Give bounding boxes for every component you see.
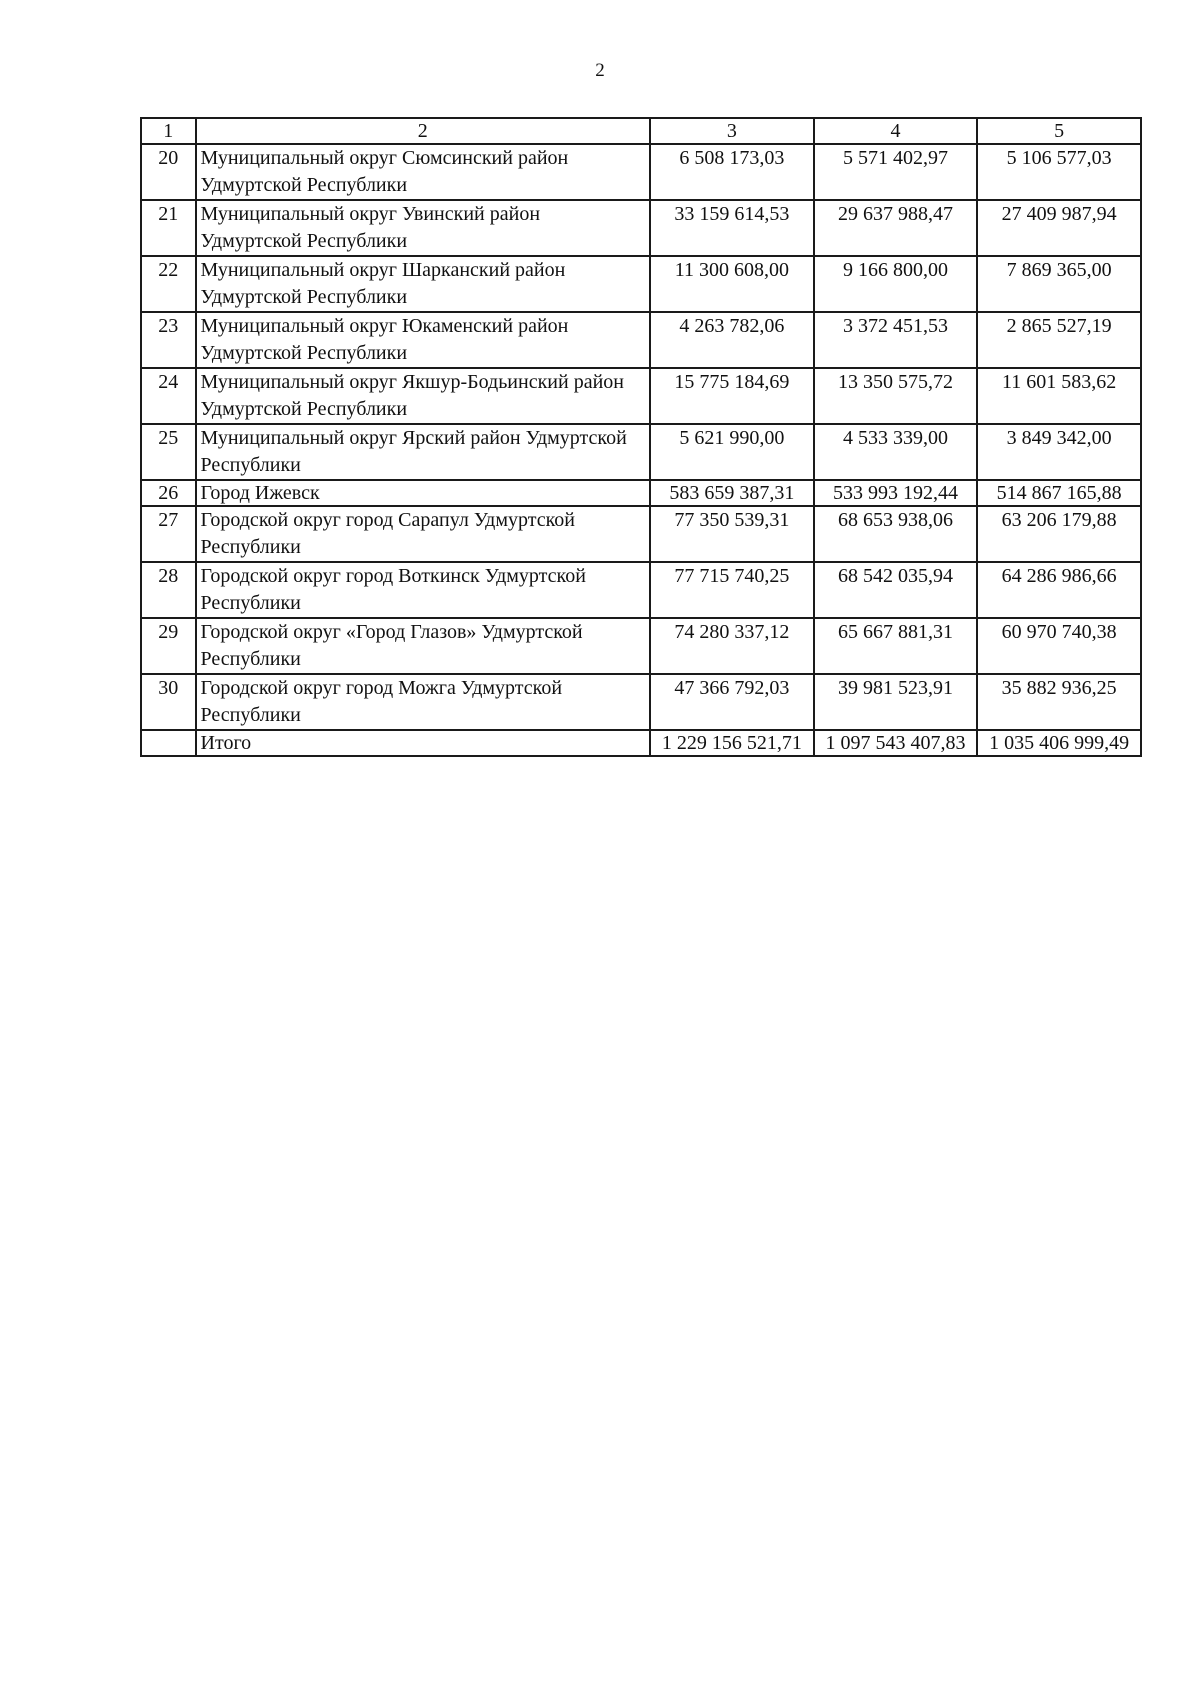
value-col-3: 77 715 740,25 — [650, 562, 814, 618]
municipality-name: Муниципальный округ Шарканский район Удмуртской Республики — [196, 256, 651, 312]
value-col-5: 63 206 179,88 — [977, 506, 1141, 562]
table-row — [141, 256, 1141, 312]
municipality-name: Муниципальный округ Юкаменский район Удмуртской Республики — [196, 312, 651, 368]
value-col-5: 60 970 740,38 — [977, 618, 1141, 674]
value-col-4: 9 166 800,00 — [814, 256, 978, 312]
value-col-3: 583 659 387,31 — [650, 480, 814, 506]
municipality-name: Муниципальный округ Сюмсинский район Удмуртской Республики — [196, 144, 651, 200]
value-col-5: 64 286 986,66 — [977, 562, 1141, 618]
row-number: 22 — [141, 256, 196, 312]
table-row — [141, 618, 1141, 674]
value-col-5: 5 106 577,03 — [977, 144, 1141, 200]
header-col-3: 3 — [650, 118, 814, 144]
value-col-3: 5 621 990,00 — [650, 424, 814, 480]
row-number: 25 — [141, 424, 196, 480]
table-row — [141, 674, 1141, 730]
municipality-name: Муниципальный округ Якшур-Бодьинский район Удмуртской Республики — [196, 368, 651, 424]
value-col-5: 27 409 987,94 — [977, 200, 1141, 256]
row-number: 30 — [141, 674, 196, 730]
value-col-4: 13 350 575,72 — [814, 368, 978, 424]
value-col-5: 514 867 165,88 — [977, 480, 1141, 506]
value-col-3: 74 280 337,12 — [650, 618, 814, 674]
value-col-3: 4 263 782,06 — [650, 312, 814, 368]
value-col-4: 68 653 938,06 — [814, 506, 978, 562]
municipality-name: Городской округ город Сарапул Удмуртской Республики — [196, 506, 651, 562]
value-col-4: 5 571 402,97 — [814, 144, 978, 200]
page-number: 2 — [595, 60, 605, 81]
value-col-4: 4 533 339,00 — [814, 424, 978, 480]
value-col-5: 7 869 365,00 — [977, 256, 1141, 312]
table-row — [141, 312, 1141, 368]
row-number: 29 — [141, 618, 196, 674]
value-col-3: 47 366 792,03 — [650, 674, 814, 730]
row-number: 23 — [141, 312, 196, 368]
value-col-4: 3 372 451,53 — [814, 312, 978, 368]
value-col-4: 68 542 035,94 — [814, 562, 978, 618]
table-header-row — [141, 118, 1141, 144]
value-col-5: 2 865 527,19 — [977, 312, 1141, 368]
total-col-4: 1 097 543 407,83 — [814, 730, 978, 756]
total-row-number — [141, 730, 196, 756]
value-col-4: 29 637 988,47 — [814, 200, 978, 256]
value-col-3: 15 775 184,69 — [650, 368, 814, 424]
value-col-4: 39 981 523,91 — [814, 674, 978, 730]
table-row — [141, 562, 1141, 618]
row-number: 27 — [141, 506, 196, 562]
municipality-name: Городской округ «Город Глазов» Удмуртской Республики — [196, 618, 651, 674]
value-col-3: 6 508 173,03 — [650, 144, 814, 200]
row-number: 26 — [141, 480, 196, 506]
table-row — [141, 200, 1141, 256]
table-row — [141, 144, 1141, 200]
table-row — [141, 480, 1141, 506]
municipality-name: Городской округ город Воткинск Удмуртской Республики — [196, 562, 651, 618]
value-col-3: 11 300 608,00 — [650, 256, 814, 312]
row-number: 24 — [141, 368, 196, 424]
table-row — [141, 424, 1141, 480]
value-col-4: 65 667 881,31 — [814, 618, 978, 674]
budget-table — [140, 117, 1142, 757]
total-col-3: 1 229 156 521,71 — [650, 730, 814, 756]
table-row — [141, 506, 1141, 562]
row-number: 21 — [141, 200, 196, 256]
total-col-5: 1 035 406 999,49 — [977, 730, 1141, 756]
municipality-name: Городской округ город Можга Удмуртской Республики — [196, 674, 651, 730]
value-col-5: 11 601 583,62 — [977, 368, 1141, 424]
row-number: 20 — [141, 144, 196, 200]
header-col-4: 4 — [814, 118, 978, 144]
municipality-name: Муниципальный округ Увинский район Удмуртской Республики — [196, 200, 651, 256]
table-row — [141, 368, 1141, 424]
header-col-2: 2 — [196, 118, 651, 144]
value-col-4: 533 993 192,44 — [814, 480, 978, 506]
value-col-5: 3 849 342,00 — [977, 424, 1141, 480]
total-row — [141, 730, 1141, 756]
municipality-name: Муниципальный округ Ярский район Удмуртской Республики — [196, 424, 651, 480]
value-col-3: 77 350 539,31 — [650, 506, 814, 562]
value-col-5: 35 882 936,25 — [977, 674, 1141, 730]
row-number: 28 — [141, 562, 196, 618]
value-col-3: 33 159 614,53 — [650, 200, 814, 256]
header-col-5: 5 — [977, 118, 1141, 144]
total-label: Итого — [196, 730, 651, 756]
header-col-1: 1 — [141, 118, 196, 144]
municipality-name: Город Ижевск — [196, 480, 651, 506]
